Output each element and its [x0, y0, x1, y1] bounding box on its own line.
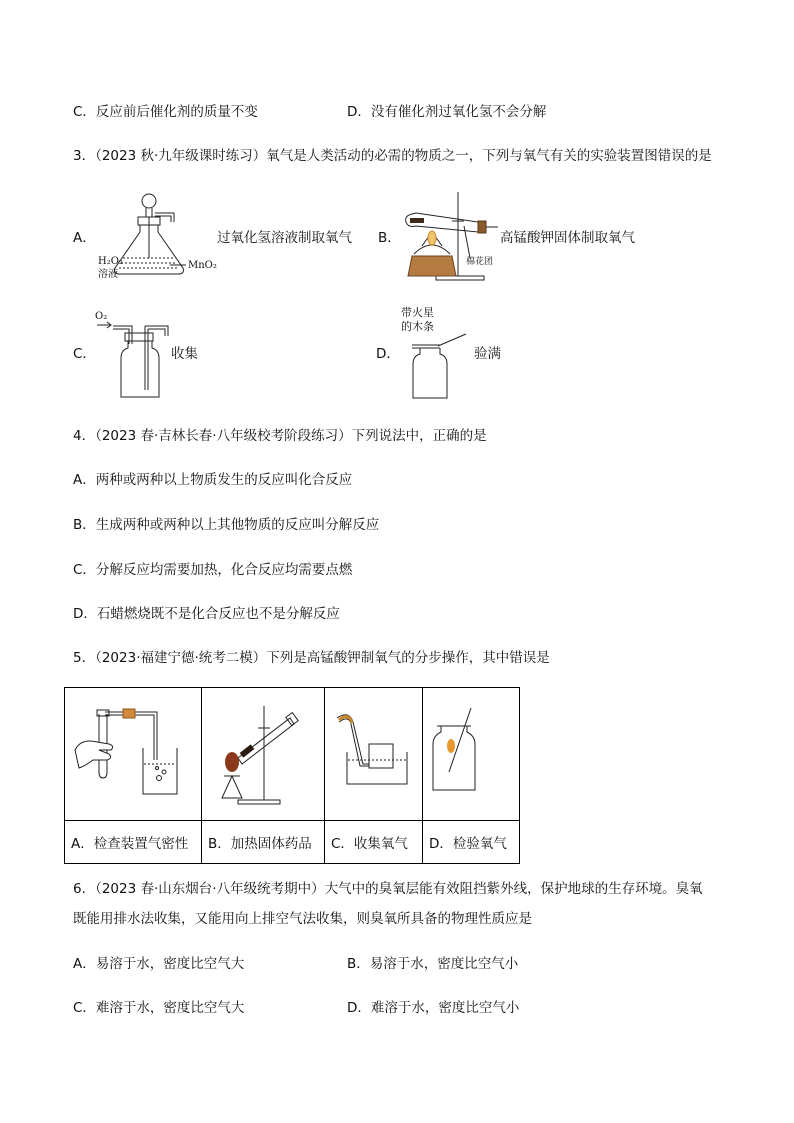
- q6-option-b: B．易溶于水，密度比空气小: [347, 956, 519, 972]
- q3-stem: 3．（2023 秋·九年级课时练习）氧气是人类活动的必需的物质之一，下列与氧气有关的实验装置图错误的是: [73, 148, 712, 164]
- q6-option-a: A．易溶于水，密度比空气大: [73, 956, 245, 972]
- q3-c-label-o2: O₂: [95, 311, 108, 322]
- q5-caption-b: B．加热固体药品: [202, 821, 325, 864]
- q3-c-letter: C．: [73, 346, 96, 362]
- q3-a-letter: A．: [73, 230, 96, 246]
- q6-option-d: D．难溶于水，密度比空气小: [347, 1000, 520, 1016]
- q6-option-c: C．难溶于水，密度比空气大: [73, 1000, 245, 1016]
- test-oxygen-icon: [423, 688, 519, 816]
- q3-d-label-line2: 的木条: [401, 320, 434, 333]
- q5-caption-c: C．收集氧气: [325, 821, 423, 864]
- q4-option-c: C．分解反应均需要加热，化合反应均需要点燃: [73, 562, 353, 578]
- q3-a-label-mno2: MnO₂: [188, 260, 217, 271]
- q3-d-letter: D．: [376, 346, 400, 362]
- q6-stem-line2: 既能用排水法收集，又能用向上排空气法收集，则臭氧所具备的物理性质应是: [73, 911, 532, 927]
- q3-b-letter: B．: [378, 230, 401, 246]
- q3-d-label-line1: 带火星: [401, 306, 434, 319]
- q5-operations-table: [64, 687, 520, 864]
- q5-cell-b-figure: [202, 688, 325, 821]
- q5-caption-a: A．检查装置气密性: [65, 821, 202, 864]
- q4-stem: 4．（2023 春·吉林长春·八年级校考阶段练习）下列说法中，正确的是: [73, 428, 487, 444]
- q3-d-caption: 验满: [474, 346, 501, 362]
- q3-c-caption: 收集: [171, 346, 198, 362]
- q4-option-b: B．生成两种或两种以上其他物质的反应叫分解反应: [73, 517, 380, 533]
- airtight-check-icon: [65, 688, 201, 816]
- q5-cell-c-figure: [325, 688, 423, 821]
- q3-b-label-cotton: 棉花团: [466, 257, 494, 267]
- q5-caption-d: D．检验氧气: [423, 821, 520, 864]
- q3-a-caption: 过氧化氢溶液制取氧气: [217, 230, 352, 246]
- q3-a-label-solution: 溶液: [98, 269, 118, 280]
- q2-option-c: C．反应前后催化剂的质量不变: [73, 104, 258, 120]
- q5-cell-a-figure: [65, 688, 202, 821]
- heating-solid-icon: [202, 688, 324, 816]
- q6-stem-line1: 6．（2023 春·山东烟台·八年级统考期中）大气中的臭氧层能有效阻挡紫外线，保护地球的生存环境。臭氧: [73, 881, 703, 897]
- q4-option-d: D．石蜡燃烧既不是化合反应也不是分解反应: [73, 606, 340, 622]
- collect-oxygen-icon: [325, 688, 422, 816]
- q5-stem: 5．（2023·福建宁德·统考二模）下列是高锰酸钾制氧气的分步操作，其中错误是: [73, 650, 550, 666]
- q2-option-d: D．没有催化剂过氧化氢不会分解: [347, 104, 547, 120]
- q4-option-a: A．两种或两种以上物质发生的反应叫化合反应: [73, 472, 353, 488]
- q5-cell-d-figure: [423, 688, 520, 821]
- q3-b-caption: 高锰酸钾固体制取氧气: [500, 230, 635, 246]
- q3-a-label-h2o2: H₂O₂: [98, 256, 123, 267]
